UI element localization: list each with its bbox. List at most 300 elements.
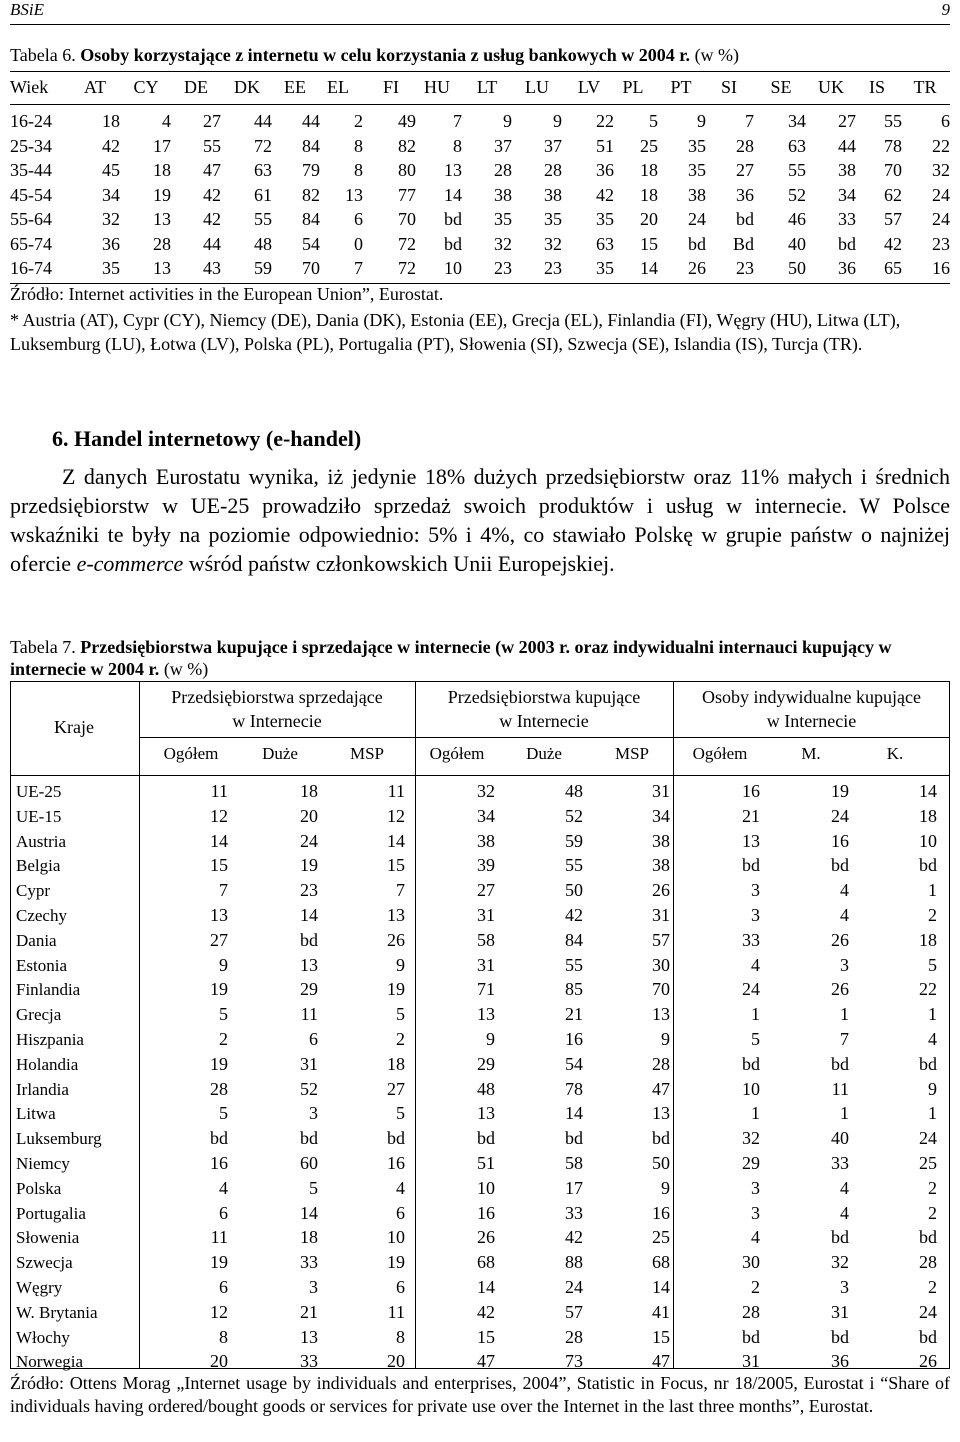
table7-cell: 48 (477, 1078, 495, 1099)
table6-cell: 7 (453, 111, 462, 131)
table6-caption-suffix: (w %) (694, 45, 740, 65)
table7-row (10, 804, 950, 829)
table7-cell: 23 (300, 880, 318, 901)
table7-cell: 31 (477, 954, 495, 975)
table6-cell: 32 (494, 233, 512, 254)
table7-cell: 6 (219, 1277, 228, 1297)
table7-cell: 54 (565, 1053, 583, 1074)
table7-cell: 19 (210, 979, 228, 1000)
table7-cell: 26 (652, 880, 670, 901)
table7-cell: 33 (565, 1202, 583, 1223)
table7-cell: 13 (652, 1103, 670, 1124)
table6-cell: 25 (640, 135, 658, 156)
table6-cell: 24 (932, 184, 950, 205)
table7-row (10, 878, 950, 903)
table7-cell: 60 (300, 1153, 318, 1173)
table6-cell: 5 (649, 111, 658, 131)
table7-cell: 14 (652, 1277, 670, 1297)
table7-cell: 34 (477, 805, 495, 826)
table7-row (10, 1250, 950, 1275)
table7-cell: 26 (477, 1227, 495, 1248)
table6-header-country: EL (327, 77, 349, 97)
table7-cell: bd (742, 1326, 760, 1347)
table6-cell: 72 (254, 135, 272, 156)
table6-cell: 27 (203, 111, 221, 131)
table6-header-country: DK (234, 77, 260, 97)
table7-subheader: Ogółem (429, 744, 485, 763)
table7-cell: 3 (751, 905, 760, 925)
table7-cell: 38 (652, 830, 670, 851)
table6-header-country: HU (424, 77, 450, 97)
table6-header-country: UK (818, 77, 844, 97)
table7-cell: 13 (300, 1326, 318, 1347)
table7-cell: 15 (477, 1326, 495, 1347)
table7-cell: 85 (565, 979, 583, 1000)
table7-cell: 6 (396, 1202, 405, 1223)
table6-cell: 22 (932, 135, 950, 156)
table7-cell: 48 (565, 781, 583, 801)
table6-cell: 45 (102, 160, 120, 180)
table7-row (10, 928, 950, 953)
table6-cell: 40 (788, 233, 806, 254)
table7-row (10, 1002, 950, 1027)
table6-cell: 13 (153, 209, 171, 229)
table7-cell: 24 (565, 1277, 583, 1297)
table7-cell: 21 (300, 1301, 318, 1322)
table7-cell: 2 (751, 1277, 760, 1297)
table7-cell: 7 (396, 880, 405, 901)
table6-cell: 52 (788, 184, 806, 205)
table6-cell: 13 (345, 184, 363, 205)
table7-row (10, 1101, 950, 1126)
group-header-line1: Przedsiębiorstwa kupujące (447, 687, 641, 707)
table7-cell: 33 (742, 929, 760, 950)
table6-header-country: FI (382, 77, 399, 97)
table7-cell: bd (919, 1053, 937, 1074)
header-page-number: 9 (941, 0, 950, 19)
table7-cell: 39 (477, 855, 495, 876)
table7-cell: 31 (742, 1351, 760, 1372)
table6-cell: 9 (697, 111, 706, 131)
table6-cell: 78 (884, 135, 902, 156)
table6-cell: 8 (354, 135, 363, 156)
table7-cell: 47 (652, 1351, 670, 1372)
table7-cell: 4 (840, 880, 849, 901)
table6-cell: 62 (884, 184, 902, 205)
table6-age-group: 16-74 (10, 258, 52, 278)
table6-cell: 44 (838, 135, 856, 156)
table7-cell: 22 (919, 979, 937, 1000)
table6-cell: bd (688, 233, 706, 254)
table7-cell: 29 (300, 979, 318, 1000)
table6-cell: 35 (544, 209, 562, 229)
table7-cell: 16 (565, 1029, 583, 1049)
table7-cell: 12 (210, 1301, 228, 1322)
table7-cell: 42 (565, 1227, 583, 1248)
table7-cell: 9 (661, 1177, 670, 1198)
table6-cell: 42 (102, 135, 120, 156)
table6-header-country: IS (868, 77, 885, 97)
table7-cell: 5 (396, 1004, 405, 1025)
table7-cell: 3 (840, 954, 849, 975)
table6-cell: 59 (254, 258, 272, 278)
table7-group-header-selling (139, 685, 415, 733)
table7-cell: 20 (387, 1351, 405, 1372)
table7-cell: 18 (919, 805, 937, 826)
table7-cell: 2 (928, 905, 937, 925)
table7-cell: 4 (751, 1227, 760, 1248)
table7-cell: bd (300, 1128, 318, 1149)
table6-cell: 20 (640, 209, 658, 229)
table6-cell: 18 (640, 184, 658, 205)
table7-subheader: Duże (526, 744, 562, 763)
table7-cell: 1 (928, 880, 937, 901)
table7-row (10, 1151, 950, 1176)
table6-cell: 42 (203, 184, 221, 205)
table7-cell: 11 (387, 781, 405, 801)
table7-cell: 3 (309, 1277, 318, 1297)
table6-cell: 8 (453, 135, 462, 156)
table7-row (10, 1077, 950, 1102)
table6-cell: 50 (788, 258, 806, 278)
table7-cell: 29 (742, 1153, 760, 1173)
table6-cell: 38 (838, 160, 856, 180)
table6-cell: bd (736, 209, 754, 229)
table7-cell: 3 (840, 1277, 849, 1297)
table7-cell: 20 (210, 1351, 228, 1372)
table6-cell: 49 (398, 111, 416, 131)
table7-cell: 42 (565, 905, 583, 925)
table7-country-label: Czechy (16, 906, 67, 925)
table6-cell: 27 (838, 111, 856, 131)
table6-cell: 23 (932, 233, 950, 254)
table7-cell: 14 (300, 1202, 318, 1223)
table6-cell: 57 (884, 209, 902, 229)
table7-country-label: Litwa (16, 1104, 56, 1124)
table7-cell: 11 (210, 1227, 228, 1248)
table6-cell: 72 (398, 233, 416, 254)
table7-cell: 13 (300, 954, 318, 975)
table7-country-label: Finlandia (16, 980, 81, 1000)
table7-cell: 9 (396, 954, 405, 975)
table7-cell: 18 (300, 781, 318, 801)
table7-cell: 2 (928, 1177, 937, 1198)
table6-cell: 36 (102, 233, 120, 254)
table7-cell: 6 (396, 1277, 405, 1297)
table7-cell: 25 (652, 1227, 670, 1248)
table7-cell: bd (477, 1128, 495, 1149)
table6-cell: 23 (544, 258, 562, 278)
table6-cell: 28 (544, 160, 562, 180)
table7-cell: 73 (565, 1351, 583, 1372)
table6-row (10, 183, 950, 208)
table7-cell: bd (831, 1053, 849, 1074)
table7-cell: 19 (300, 855, 318, 876)
table6-cell: 44 (203, 233, 221, 254)
table7-cell: 10 (919, 830, 937, 851)
table7-subheader: MSP (614, 744, 650, 763)
table6-cell: 18 (640, 160, 658, 180)
table7-country-label: Irlandia (16, 1079, 69, 1099)
table6-cell: 48 (254, 233, 272, 254)
table6-cell: 23 (494, 258, 512, 278)
table6-header-country: PL (622, 77, 644, 97)
table7-cell: bd (210, 1128, 228, 1149)
table7-cell: 19 (387, 1252, 405, 1273)
table7-cell: 4 (751, 954, 760, 975)
table6-cell: 43 (203, 258, 221, 278)
table6-age-group: 45-54 (10, 184, 52, 205)
table7-cell: 4 (840, 905, 849, 925)
table7-cell: 1 (928, 1004, 937, 1025)
table7-cell: 71 (477, 979, 495, 1000)
table7-row (10, 903, 950, 928)
table7-row (10, 1176, 950, 1201)
table7-cell: 26 (919, 1351, 937, 1372)
table7-cell: 16 (742, 781, 760, 801)
table6-source: Źródło: Internet activities in the European Union”, Eurostat. (10, 284, 444, 304)
table7-cell: 47 (477, 1351, 495, 1372)
table7-country-label: Dania (16, 930, 57, 950)
table7-cell: bd (652, 1128, 670, 1149)
table7-cell: 21 (742, 805, 760, 826)
table7 (10, 681, 950, 1372)
table7-cell: 26 (387, 929, 405, 950)
table6-cell: 32 (102, 209, 120, 229)
table6-header-country: LV (577, 77, 601, 97)
table7-cell: bd (387, 1128, 405, 1149)
table7-cell: 55 (565, 954, 583, 975)
table6-header-rule (10, 104, 950, 105)
table7-cell: 1 (840, 1103, 849, 1124)
table7-cell: 2 (219, 1029, 228, 1049)
table7-cell: 58 (565, 1153, 583, 1173)
table7-cell: 24 (831, 805, 849, 826)
table7-cell: 12 (387, 805, 405, 826)
table7-cell: 11 (831, 1078, 849, 1099)
table6-cell: 34 (838, 184, 856, 205)
table7-cell: 33 (300, 1252, 318, 1273)
table7-cell: 13 (477, 1103, 495, 1124)
table6-age-group: 25-34 (10, 135, 52, 156)
table7-cell: 68 (477, 1252, 495, 1273)
table7-cell: 4 (840, 1177, 849, 1198)
table6-cell: 32 (544, 233, 562, 254)
table6-cell: 16 (932, 258, 950, 278)
table7-cell: 16 (831, 830, 849, 851)
group-header-line2: w Internecie (766, 711, 857, 731)
table7-group-header-buying (415, 685, 673, 733)
table6-cell: 26 (688, 258, 706, 278)
table7-cell: 32 (742, 1128, 760, 1149)
table7-cell: 28 (919, 1252, 937, 1273)
table6-cell: 55 (203, 135, 221, 156)
table7-cell: 9 (661, 1029, 670, 1049)
table7-cell: bd (300, 929, 318, 950)
table7-cell: bd (831, 1326, 849, 1347)
table7-cell: 27 (210, 929, 228, 950)
table6-cell: 17 (153, 135, 171, 156)
table7-cell: 51 (477, 1153, 495, 1173)
table7-cell: 13 (652, 1004, 670, 1025)
table7-cell: 33 (300, 1351, 318, 1372)
table6-cell: 82 (302, 184, 320, 205)
table6-cell: bd (444, 209, 462, 229)
table7-cell: 68 (652, 1252, 670, 1273)
table6-cell: 55 (254, 209, 272, 229)
table7-country-label: Hiszpania (16, 1030, 84, 1049)
table7-cell: 16 (652, 1202, 670, 1223)
table7-cell: 9 (486, 1029, 495, 1049)
table7-row (10, 1300, 950, 1325)
table7-cell: 5 (219, 1103, 228, 1124)
table7-cell: 88 (565, 1252, 583, 1273)
table6-cell: 63 (788, 135, 806, 156)
table6-cell: 35 (688, 160, 706, 180)
table7-row (10, 829, 950, 854)
table7-country-label: Słowenia (16, 1228, 80, 1248)
table7-country-label: Szwecja (16, 1253, 73, 1273)
table6-row (10, 207, 950, 232)
table7-country-label: Norwegia (16, 1352, 84, 1372)
table6-cell: 65 (884, 258, 902, 278)
table6-cell: 63 (596, 233, 614, 254)
table6-cell: 51 (596, 135, 614, 156)
table7-cell: 4 (928, 1029, 937, 1049)
table6-cell: 46 (788, 209, 806, 229)
table7-cell: 13 (210, 905, 228, 925)
table7-country-label: W. Brytania (16, 1302, 98, 1322)
table6-cell: 35 (688, 135, 706, 156)
table6-cell: 28 (494, 160, 512, 180)
table6-cell: 35 (596, 258, 614, 278)
table7-cell: 12 (210, 805, 228, 826)
table7-cell: bd (831, 1227, 849, 1248)
table7-cell: 13 (742, 830, 760, 851)
table7-cell: 78 (565, 1078, 583, 1099)
table7-cell: 17 (565, 1177, 583, 1198)
table7-subheader: K. (886, 744, 904, 763)
table7-cell: 26 (831, 979, 849, 1000)
table6-caption-title: Osoby korzystające z internetu w celu korzystania z usług bankowych w 2004 r. (80, 45, 691, 65)
table6-cell: 6 (941, 111, 950, 131)
table7-cell: 15 (387, 855, 405, 876)
table7-cell: 10 (742, 1078, 760, 1099)
table6-cell: 70 (884, 160, 902, 180)
table7-country-label: UE-15 (16, 806, 62, 826)
table7-cell: 15 (210, 855, 228, 876)
table6-cell: 44 (254, 111, 272, 131)
table7-cell: 4 (396, 1177, 405, 1198)
table7-country-label: Portugalia (16, 1203, 86, 1223)
table7-country-label: Luksemburg (16, 1129, 102, 1149)
table6-row (10, 109, 950, 134)
table6-cell: 24 (688, 209, 706, 229)
table7-cell: 9 (928, 1078, 937, 1099)
table7-cell: 59 (565, 830, 583, 851)
table6-cell: 47 (203, 160, 221, 180)
table7-cell: 7 (219, 880, 228, 901)
table7-country-label: Austria (16, 831, 67, 851)
table7-cell: 57 (565, 1301, 583, 1322)
table7-cell: 84 (565, 929, 583, 950)
table7-cell: 38 (652, 855, 670, 876)
table7-cell: 1 (751, 1103, 760, 1124)
table7-cell: 28 (652, 1053, 670, 1074)
table7-cell: 52 (565, 805, 583, 826)
table7-cell: 50 (652, 1153, 670, 1173)
table6-cell: 36 (736, 184, 754, 205)
table7-row (10, 1027, 950, 1052)
table6-cell: 14 (444, 184, 462, 205)
table7-cell: 6 (309, 1029, 318, 1049)
table6-cell: 15 (640, 233, 658, 254)
table7-cell: 10 (387, 1227, 405, 1248)
table6-cell: 42 (203, 209, 221, 229)
group-header-line1: Osoby indywidualne kupujące (702, 687, 921, 707)
table7-cell: 24 (919, 1128, 937, 1149)
table7-cell: 7 (840, 1029, 849, 1049)
table7-cell: 31 (477, 905, 495, 925)
table6-cell: 70 (398, 209, 416, 229)
header-journal-name: BSiE (10, 0, 44, 19)
table7-cell: 14 (477, 1277, 495, 1297)
table7-cell: 34 (652, 805, 670, 826)
table7-cell: bd (919, 1326, 937, 1347)
table6-cell: 63 (254, 160, 272, 180)
table6-cell: 79 (302, 160, 320, 180)
table7-subheader: Ogółem (692, 744, 748, 763)
table7-caption-title: Przedsiębiorstwa kupujące i sprzedające w internecie (w 2003 r. oraz indywidualni internauci kupujący w internecie w 2004 r. (10, 637, 892, 679)
table7-cell: 33 (831, 1153, 849, 1173)
table7-country-label: Włochy (16, 1327, 70, 1347)
table6-cell: 84 (302, 209, 320, 229)
table7-cell: 25 (919, 1153, 937, 1173)
table7-country-label: Grecja (16, 1005, 62, 1025)
table6-cell: 55 (788, 160, 806, 180)
table6-cell: 10 (444, 258, 462, 278)
table6-header-country: PT (670, 77, 692, 97)
table6-cell: 24 (932, 209, 950, 229)
table7-cell: 40 (831, 1128, 849, 1149)
table7-cell: 14 (210, 830, 228, 851)
table7-cell: 16 (210, 1153, 228, 1173)
table7-cell: 16 (387, 1153, 405, 1173)
table7-cell: 26 (831, 929, 849, 950)
table6-cell: 22 (596, 111, 614, 131)
table6-cell: 38 (544, 184, 562, 205)
table7-cell: 28 (210, 1078, 228, 1099)
table6-cell: 35 (102, 258, 120, 278)
table7-cell: 1 (928, 1103, 937, 1124)
table7-header-kraje: Kraje (54, 717, 94, 737)
paragraph-text-1: Z danych Eurostatu wynika, iż jedynie 18% dużych przedsiębiorstw oraz 11% małych i średnich przedsiębiorstw w UE-25 prowadziło sprzedaż swoich produktów i usług w internecie. W Polsce wskaźniki te były na poziomie odpowiednio: 5% i 4%, co stawiało Polskę w grupie państw o najniżej ofercie (10, 464, 950, 576)
table6-cell: 32 (932, 160, 950, 180)
table6-cell: 7 (354, 258, 363, 278)
table7-cell: 5 (751, 1029, 760, 1049)
table6-cell: 70 (302, 258, 320, 278)
group-header-line2: w Internecie (499, 711, 589, 731)
table7-cell: 3 (751, 1177, 760, 1198)
table7-cell: 42 (477, 1301, 495, 1322)
table7-cell: 31 (300, 1053, 318, 1074)
table6-cell: 4 (162, 111, 171, 131)
table6-cell: 18 (102, 111, 120, 131)
table6-header-country: LU (525, 77, 549, 97)
table7-cell: 52 (300, 1078, 318, 1099)
table6-cell: 14 (640, 258, 658, 278)
table7-cell: 32 (477, 781, 495, 801)
